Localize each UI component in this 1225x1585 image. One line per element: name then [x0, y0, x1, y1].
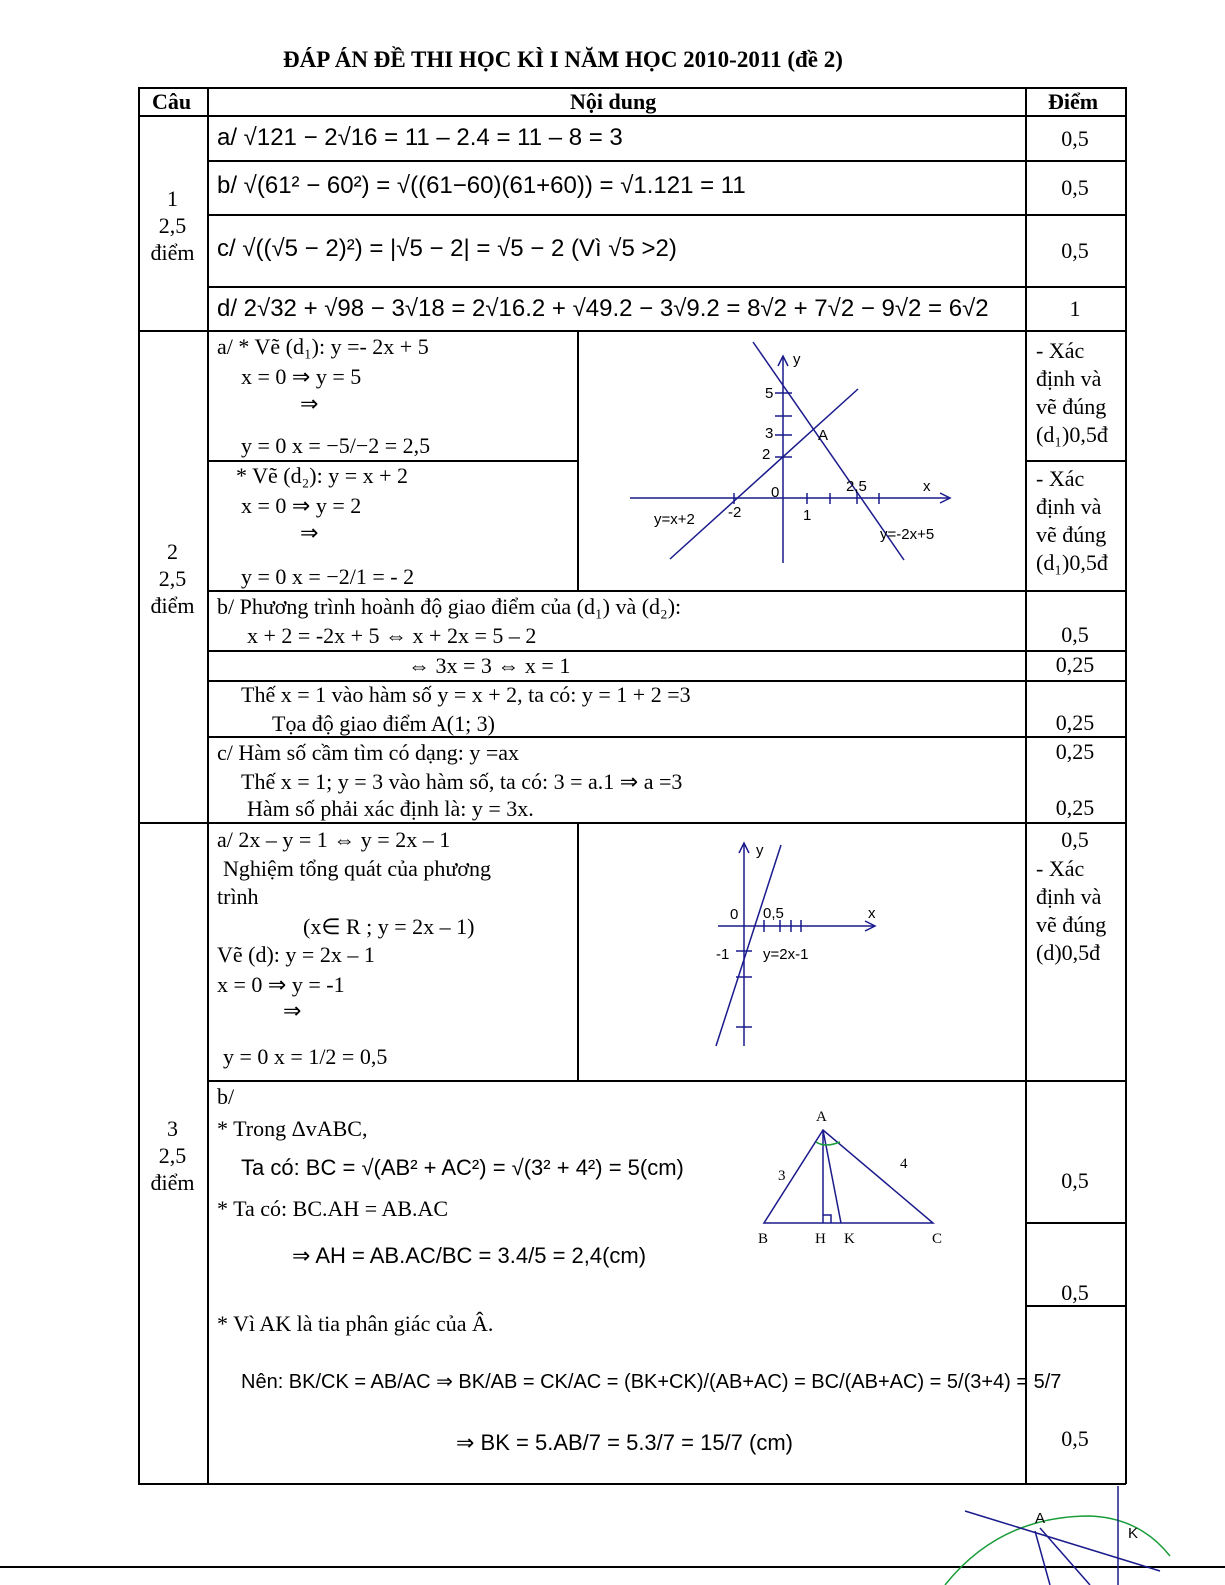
svg-text:K: K — [844, 1231, 855, 1247]
q3-label: 3 2,5 điểm — [150, 1116, 195, 1195]
score: 0,25 — [1055, 795, 1095, 820]
q2-note1: - Xác định và vẽ đúng (d₁)0,5đ — [1036, 338, 1108, 447]
svg-text:B: B — [758, 1231, 769, 1247]
svg-text:y: y — [793, 351, 801, 368]
q3-note: - Xác định và vẽ đúng (d)0,5đ — [1036, 856, 1107, 965]
score: 0,5 — [1061, 827, 1089, 852]
q2-a-line: y = 0 x = −5/−2 = 2,5 — [241, 433, 431, 458]
q1-b: b/ √(61² − 60²) = √((61−60)(61+60)) = √1.121 = 11 — [217, 172, 746, 199]
svg-text:C: C — [932, 1231, 943, 1247]
svg-text:y=x+2: y=x+2 — [654, 511, 695, 528]
q2-b-line: Thế x = 1 vào hàm số y = x + 2, ta có: y = 1 + 2 =3 — [241, 682, 691, 707]
svg-text:-2: -2 — [728, 504, 742, 521]
svg-text:A: A — [1035, 1510, 1046, 1527]
score: 0,5 — [1061, 238, 1089, 263]
q2-b-line: x + 2 = -2x + 5 ⇔ x + 2x = 5 – 2 — [247, 623, 537, 648]
svg-text:0,5: 0,5 — [763, 905, 784, 922]
q1-a: a/ √121 − 2√16 = 11 – 2.4 = 11 – 8 = 3 — [217, 124, 623, 151]
score: 0,25 — [1055, 739, 1095, 764]
q3-a-line: Nghiệm tổng quát của phương — [223, 856, 491, 881]
q3-b-line: * Ta có: BC.AH = AB.AC — [217, 1196, 449, 1221]
q3-b-line: Nên: BK/CK = AB/AC ⇒ BK/AB = CK/AC = (BK+CK)/(AB+AC) = BC/(AB+AC) = 5/(3+4) = 5/7 — [241, 1371, 1062, 1393]
line-d2 — [670, 389, 858, 559]
q2-a-line: a/ * Vẽ (d₁): y =- 2x + 5 — [217, 334, 429, 359]
score: 0,5 — [1061, 1280, 1089, 1305]
score: 0,5 — [1061, 622, 1089, 647]
svg-text:y=-2x+5: y=-2x+5 — [880, 526, 935, 543]
q1-c: c/ √((√5 − 2)²) = |√5 − 2| = √5 − 2 (Vì √5 >2) — [217, 235, 677, 262]
q2-b-line: Tọa độ giao điểm A(1; 3) — [272, 711, 496, 736]
svg-text:x: x — [923, 478, 931, 495]
score: 1 — [1069, 296, 1081, 321]
q2-a2-line: y = 0 x = −2/1 = - 2 — [241, 564, 415, 589]
q2-label: 2 2,5 điểm — [150, 539, 195, 618]
q2-c-line: Hàm số phải xác định là: y = 3x. — [247, 796, 534, 821]
svg-text:3: 3 — [778, 1168, 786, 1184]
q3-graph — [578, 823, 1025, 1079]
q3-a-line: (x∈ R ; y = 2x – 1) — [303, 914, 475, 939]
svg-text:5: 5 — [765, 385, 774, 402]
q2-b-line: b/ Phương trình hoành độ giao điểm của (d₁) và (d₂): — [217, 594, 682, 619]
q2-a2-line: * Vẽ (d₂): y = x + 2 — [236, 463, 409, 488]
header-noi-dung: Nội dung — [570, 89, 657, 114]
page-title: ĐÁP ÁN ĐỀ THI HỌC KÌ I NĂM HỌC 2010-2011 (đề 2) — [283, 47, 843, 72]
q2-a2-line: x = 0 ⇒ y = 2 — [241, 493, 362, 518]
q2-graph — [578, 331, 1025, 589]
q3-b-line: Ta có: BC = √(AB² + AC²) = √(3² + 4²) = 5(cm) — [241, 1155, 684, 1180]
q1-label: 1 2,5 điểm — [150, 186, 195, 265]
svg-text:-1: -1 — [716, 946, 730, 963]
svg-text:3: 3 — [765, 425, 774, 442]
q2-a-line: x = 0 ⇒ y = 5 — [241, 364, 362, 389]
partial-figure — [940, 1486, 1225, 1585]
svg-text:K: K — [1128, 1525, 1139, 1542]
q1-d: d/ 2√32 + √98 − 3√18 = 2√16.2 + √49.2 − 3√9.2 = 8√2 + 7√2 − 9√2 = 6√2 — [217, 295, 989, 322]
q2-a-line: ⇒ — [300, 391, 319, 416]
triangle-figure — [740, 1100, 960, 1260]
q2-b-line: ⇔ 3x = 3 ⇔ x = 1 — [408, 653, 571, 678]
svg-text:0: 0 — [730, 906, 739, 923]
q3-b-line: b/ — [217, 1084, 235, 1109]
score: 0,5 — [1061, 1426, 1089, 1451]
svg-text:y: y — [756, 842, 764, 859]
q3-b-line: ⇒ BK = 5.AB/7 = 5.3/7 = 15/7 (cm) — [456, 1430, 793, 1455]
svg-text:A: A — [818, 427, 829, 444]
q2-c-line: c/ Hàm số cầm tìm có dạng: y =ax — [217, 740, 519, 765]
q2-c-line: Thế x = 1; y = 3 vào hàm số, ta có: 3 = a.1 ⇒ a =3 — [241, 769, 683, 794]
header-diem: Điểm — [1048, 89, 1099, 114]
svg-text:0: 0 — [771, 484, 780, 501]
svg-text:x: x — [868, 905, 876, 922]
score: 0,5 — [1061, 175, 1089, 200]
score: 0,5 — [1061, 1168, 1089, 1193]
q3-b-line: ⇒ AH = AB.AC/BC = 3.4/5 = 2,4(cm) — [292, 1243, 647, 1268]
q3-a-line: Vẽ (d): y = 2x – 1 — [217, 942, 375, 967]
q3-a-line: a/ 2x – y = 1 ⇔ y = 2x – 1 — [217, 827, 451, 852]
svg-text:2: 2 — [762, 446, 771, 463]
svg-text:A: A — [816, 1109, 827, 1125]
svg-text:H: H — [815, 1231, 826, 1247]
svg-text:4: 4 — [900, 1156, 908, 1172]
q3-a-line: ⇒ — [283, 998, 302, 1023]
q3-a-line: y = 0 x = 1/2 = 0,5 — [223, 1044, 388, 1069]
score: 0,25 — [1055, 710, 1095, 735]
q3-a-line: trình — [217, 884, 259, 909]
q3-b-line: * Vì AK là tia phân giác của Â. — [217, 1311, 494, 1336]
svg-text:2,5: 2,5 — [846, 478, 867, 495]
q3-b-line: * Trong ΔvABC, — [217, 1116, 368, 1141]
svg-text:y=2x-1: y=2x-1 — [763, 946, 809, 963]
score: 0,25 — [1055, 652, 1095, 677]
q2-note2: - Xác định và vẽ đúng (d₁)0,5đ — [1036, 466, 1108, 575]
svg-text:1: 1 — [803, 507, 812, 524]
q3-a-line: x = 0 ⇒ y = -1 — [217, 972, 345, 997]
q2-a2-line: ⇒ — [300, 520, 319, 545]
header-cau: Câu — [152, 89, 192, 114]
score: 0,5 — [1061, 126, 1089, 151]
